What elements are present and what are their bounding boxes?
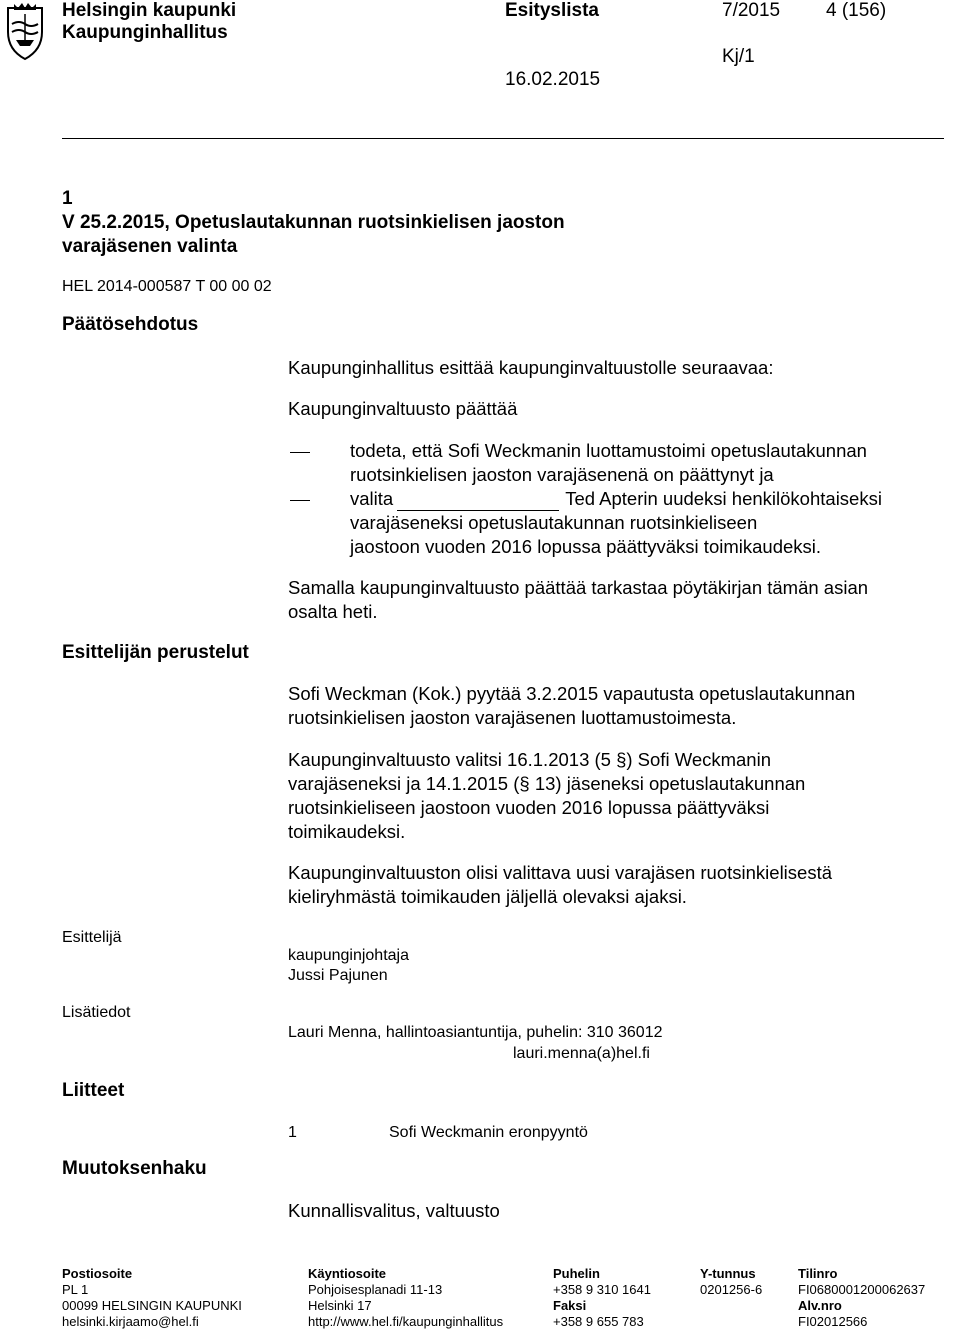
blank-line [397,492,559,511]
info-contact: Lauri Menna, hallintoasiantuntija, puhelin: 310 36012 [288,1024,663,1041]
reasons-p2-line-3: ruotsinkieliseen jaostoon vuoden 2016 lopussa päättyväksi [288,797,770,818]
item-code: Kj/1 [722,46,755,67]
footer-visit-heading: Käyntiosoite [308,1266,387,1281]
also-line-2: osalta heti. [288,601,378,622]
footer-vat: FI02012566 [798,1314,868,1329]
bullet-2-line-1 [350,487,882,511]
org-name: Helsingin kaupunki [62,0,237,21]
presenter-title: kaupunginjohtaja [288,947,409,964]
footer-postal-code: 00099 HELSINGIN KAUPUNKI [62,1298,242,1313]
footer-phone-heading: Puhelin [553,1266,600,1281]
footer-vat-heading: Alv.nro [798,1298,842,1313]
appeal-type: Kunnallisvalitus, valtuusto [288,1200,500,1221]
footer-visit-city: Helsinki 17 [308,1298,372,1313]
footer-visit-street: Pohjoisesplanadi 11-13 [308,1282,443,1297]
item-number: 1 [62,188,73,209]
reasons-p2-line-2: varajäseneksi ja 14.1.2015 (§ 13) jäseneksi opetuslautakunnan [288,773,806,794]
footer-website[interactable]: http://www.hel.fi/kaupunginhallitus [308,1314,504,1329]
bullet-2-verb: valita [350,488,394,509]
footer-postal-box: PL 1 [62,1282,89,1297]
reasons-p1-line-1: Sofi Weckman (Kok.) pyytää 3.2.2015 vapautusta opetuslautakunnan [288,683,856,704]
label-lisatiedot: Lisätiedot [62,1004,131,1021]
reasons-p3-line-1: Kaupunginvaltuuston olisi valittava uusi varajäsen ruotsinkielisestä [288,862,833,883]
reasons-p2-line-1: Kaupunginvaltuusto valitsi 16.1.2013 (5 §) Sofi Weckmanin [288,749,771,770]
page-number: 4 (156) [826,0,887,21]
proposal-intro: Kaupunginhallitus esittää kaupunginvaltuustolle seuraavaa: [288,357,774,378]
info-email[interactable]: lauri.menna(a)hel.fi [513,1045,650,1062]
diary-reference: HEL 2014-000587 T 00 00 02 [62,278,272,295]
footer-account: FI0680001200062637 [798,1282,926,1297]
footer-business-id-heading: Y-tunnus [700,1266,756,1281]
document-type: Esityslista [505,0,599,21]
footer-fax-heading: Faksi [553,1298,587,1313]
footer-postal-heading: Postiosoite [62,1266,133,1281]
attachment-number: 1 [288,1124,297,1141]
heading-liitteet: Liitteet [62,1080,125,1101]
bullet-1-line-2: ruotsinkielisen jaoston varajäsenenä on päättynyt ja [350,464,774,485]
heading-paatosehdotus: Päätösehdotus [62,314,199,335]
bullet-2-line-3: jaostoon vuoden 2016 lopussa päättyväksi toimikaudeksi. [350,536,822,557]
attachment-link[interactable]: Sofi Weckmanin eronpyyntö [389,1124,588,1141]
presenter-name: Jussi Pajunen [288,967,388,984]
header-divider [62,138,944,139]
footer-fax: +358 9 655 783 [553,1314,644,1329]
bullet-dash [290,452,310,453]
footer-account-heading: Tilinro [798,1266,838,1281]
proposal-decides: Kaupunginvaltuusto päättää [288,398,518,419]
helsinki-coat-of-arms-logo [2,2,48,62]
heading-esittelijan-perustelut: Esittelijän perustelut [62,642,249,663]
meeting-date: 16.02.2015 [505,69,601,90]
bullet-1-line-1: todeta, että Sofi Weckmanin luottamustoimi opetuslautakunnan [350,440,867,461]
bullet-dash [290,500,310,501]
footer-email[interactable]: helsinki.kirjaamo@hel.fi [62,1314,199,1329]
reasons-p2-line-4: toimikaudeksi. [288,821,406,842]
item-title-line-1: V 25.2.2015, Opetuslautakunnan ruotsinkielisen jaoston [62,212,565,233]
reasons-p1-line-2: ruotsinkielisen jaoston varajäsenen luottamustoimesta. [288,707,737,728]
label-esittelija: Esittelijä [62,929,122,946]
heading-muutoksenhaku: Muutoksenhaku [62,1158,207,1179]
document-number: 7/2015 [722,0,781,21]
footer-business-id: 0201256-6 [700,1282,763,1297]
reasons-p3-line-2: kieliryhmästä toimikauden jäljellä olevaksi ajaksi. [288,886,687,907]
bullet-2-line-2: varajäseneksi opetuslautakunnan ruotsinkieliseen [350,512,758,533]
item-title-line-2: varajäsenen valinta [62,236,238,257]
bullet-2-rest: Ted Apterin uudeksi henkilökohtaiseksi [565,488,882,509]
also-line-1: Samalla kaupunginvaltuusto päättää tarkastaa pöytäkirjan tämän asian [288,577,869,598]
department-name: Kaupunginhallitus [62,22,228,43]
footer-phone: +358 9 310 1641 [553,1282,651,1297]
